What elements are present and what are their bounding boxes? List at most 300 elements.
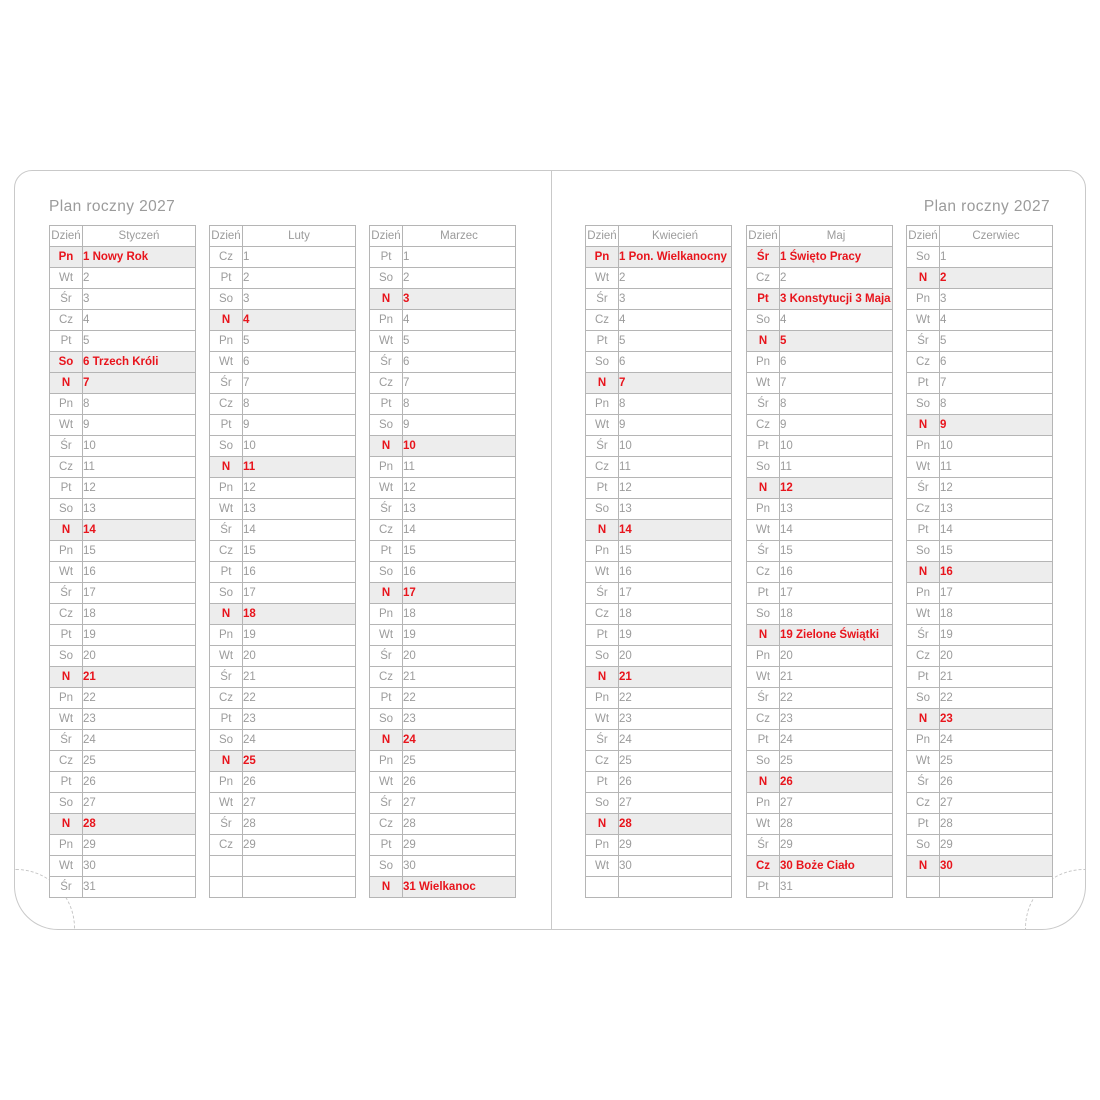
weekday-cell: N — [586, 520, 619, 541]
day-row — [747, 415, 893, 436]
day-row — [586, 520, 732, 541]
day-cell: 18 — [243, 604, 356, 625]
day-cell: 3 — [403, 289, 516, 310]
day-cell: 22 — [940, 688, 1053, 709]
day-cell: 27 — [780, 793, 893, 814]
day-row — [586, 814, 732, 835]
day-row — [907, 352, 1053, 373]
weekday-cell: Wt — [370, 625, 403, 646]
weekday-cell: So — [370, 268, 403, 289]
weekday-cell: Śr — [50, 877, 83, 898]
day-cell: 21 — [403, 667, 516, 688]
day-row — [210, 394, 356, 415]
month-table-3 — [369, 225, 516, 898]
weekday-cell: Śr — [50, 436, 83, 457]
day-row — [907, 331, 1053, 352]
weekday-cell: Cz — [370, 667, 403, 688]
weekday-cell: Śr — [370, 646, 403, 667]
weekday-cell: So — [747, 457, 780, 478]
day-row — [370, 751, 516, 772]
day-cell: 7 — [619, 373, 732, 394]
day-cell: 11 — [940, 457, 1053, 478]
day-cell: 15 — [403, 541, 516, 562]
weekday-cell: Śr — [370, 352, 403, 373]
day-row — [50, 709, 196, 730]
day-row — [747, 289, 893, 310]
weekday-cell: Cz — [370, 373, 403, 394]
day-cell: 4 — [940, 310, 1053, 331]
day-cell: 28 — [243, 814, 356, 835]
weekday-cell: Pn — [370, 751, 403, 772]
day-row — [370, 310, 516, 331]
day-row — [370, 772, 516, 793]
weekday-cell: Śr — [907, 772, 940, 793]
day-column-header: Dzień — [907, 226, 940, 247]
day-cell: 12 — [780, 478, 893, 499]
weekday-cell: N — [210, 310, 243, 331]
day-cell: 22 — [780, 688, 893, 709]
weekday-cell: Pn — [370, 457, 403, 478]
day-row — [747, 877, 893, 898]
empty-row — [907, 877, 1053, 898]
weekday-cell: Pt — [907, 814, 940, 835]
day-row — [586, 772, 732, 793]
weekday-cell: Wt — [210, 793, 243, 814]
weekday-cell: Cz — [370, 520, 403, 541]
day-row — [907, 394, 1053, 415]
day-row — [586, 604, 732, 625]
weekday-cell: Pt — [210, 562, 243, 583]
day-cell: 17 — [940, 583, 1053, 604]
weekday-cell: Pn — [50, 394, 83, 415]
day-cell: 19 — [940, 625, 1053, 646]
weekday-cell: Cz — [210, 835, 243, 856]
weekday-cell: Wt — [370, 478, 403, 499]
weekday-cell: Pn — [747, 499, 780, 520]
day-row — [370, 457, 516, 478]
day-row — [210, 289, 356, 310]
day-cell: 11 — [403, 457, 516, 478]
weekday-cell: Pt — [370, 541, 403, 562]
weekday-cell: Pn — [907, 289, 940, 310]
day-cell: 19 Zielone Świątki — [780, 625, 893, 646]
day-cell: 4 — [780, 310, 893, 331]
day-row — [747, 520, 893, 541]
day-cell: 13 — [780, 499, 893, 520]
day-cell: 16 — [83, 562, 196, 583]
weekday-cell: Śr — [747, 835, 780, 856]
day-row — [586, 541, 732, 562]
weekday-cell: N — [907, 562, 940, 583]
day-row — [370, 793, 516, 814]
day-cell: 11 — [780, 457, 893, 478]
day-row — [907, 730, 1053, 751]
day-cell: 2 — [780, 268, 893, 289]
day-cell: 3 Konstytucji 3 Maja — [780, 289, 893, 310]
weekday-cell: Pn — [50, 247, 83, 268]
weekday-cell: Pt — [210, 415, 243, 436]
weekday-cell: Śr — [747, 247, 780, 268]
day-cell: 15 — [940, 541, 1053, 562]
day-cell: 6 — [780, 352, 893, 373]
day-row — [50, 289, 196, 310]
day-row — [907, 751, 1053, 772]
weekday-cell: So — [50, 793, 83, 814]
weekday-cell: Pt — [907, 667, 940, 688]
weekday-cell: Wt — [586, 856, 619, 877]
day-row — [50, 877, 196, 898]
day-cell: 20 — [403, 646, 516, 667]
day-cell: 14 — [780, 520, 893, 541]
day-row — [370, 856, 516, 877]
month-header-row — [586, 226, 732, 247]
weekday-cell: Śr — [210, 373, 243, 394]
day-cell: 3 — [940, 289, 1053, 310]
day-row — [747, 247, 893, 268]
day-row — [370, 814, 516, 835]
weekday-cell: Śr — [907, 625, 940, 646]
day-row — [210, 373, 356, 394]
weekday-cell: Cz — [586, 457, 619, 478]
day-cell: 26 — [619, 772, 732, 793]
day-row — [210, 667, 356, 688]
day-cell: 26 — [403, 772, 516, 793]
day-row — [586, 835, 732, 856]
page-divider — [551, 171, 552, 929]
weekday-cell: Pt — [50, 478, 83, 499]
day-cell: 3 — [243, 289, 356, 310]
day-row — [586, 793, 732, 814]
day-row — [370, 541, 516, 562]
day-row — [50, 331, 196, 352]
day-cell: 10 — [403, 436, 516, 457]
weekday-cell: Wt — [747, 520, 780, 541]
weekday-cell: So — [370, 415, 403, 436]
weekday-cell: Cz — [370, 814, 403, 835]
day-cell: 29 — [243, 835, 356, 856]
weekday-cell: Cz — [586, 604, 619, 625]
day-cell: 13 — [243, 499, 356, 520]
day-cell: 4 — [243, 310, 356, 331]
day-row — [586, 415, 732, 436]
weekday-cell: So — [210, 730, 243, 751]
month-name-header: Czerwiec — [940, 226, 1053, 247]
day-row — [747, 856, 893, 877]
day-cell: 30 — [403, 856, 516, 877]
day-cell: 17 — [83, 583, 196, 604]
day-cell: 4 — [619, 310, 732, 331]
weekday-cell: Cz — [907, 793, 940, 814]
day-row — [370, 415, 516, 436]
day-cell: 26 — [83, 772, 196, 793]
day-row — [747, 835, 893, 856]
weekday-cell: Pt — [586, 625, 619, 646]
weekday-cell: Pn — [747, 352, 780, 373]
day-cell: 21 — [780, 667, 893, 688]
day-cell: 24 — [619, 730, 732, 751]
day-row — [50, 457, 196, 478]
weekday-cell: Pt — [586, 772, 619, 793]
day-cell: 20 — [780, 646, 893, 667]
month-header-row — [747, 226, 893, 247]
day-cell: 8 — [403, 394, 516, 415]
day-cell: 21 — [243, 667, 356, 688]
month-name-header: Luty — [243, 226, 356, 247]
day-cell: 23 — [940, 709, 1053, 730]
day-row — [50, 562, 196, 583]
weekday-cell: Wt — [50, 709, 83, 730]
weekday-cell: Pn — [586, 541, 619, 562]
day-row — [50, 415, 196, 436]
weekday-cell: Śr — [586, 436, 619, 457]
month-name-header: Marzec — [403, 226, 516, 247]
day-row — [210, 457, 356, 478]
weekday-cell: Pn — [586, 394, 619, 415]
weekday-cell: Śr — [586, 289, 619, 310]
weekday-cell: Pt — [907, 520, 940, 541]
weekday-cell: N — [370, 583, 403, 604]
day-cell: 14 — [243, 520, 356, 541]
day-row — [50, 646, 196, 667]
day-row — [747, 352, 893, 373]
day-cell: 30 — [619, 856, 732, 877]
weekday-cell: N — [370, 436, 403, 457]
day-row — [370, 499, 516, 520]
weekday-cell: N — [907, 709, 940, 730]
day-row — [210, 793, 356, 814]
day-cell: 27 — [403, 793, 516, 814]
day-cell: 5 — [619, 331, 732, 352]
weekday-cell: Pn — [586, 688, 619, 709]
weekday-cell: Cz — [907, 352, 940, 373]
day-row — [907, 310, 1053, 331]
day-row — [370, 625, 516, 646]
day-cell: 15 — [619, 541, 732, 562]
weekday-cell: Pn — [210, 772, 243, 793]
weekday-cell: Wt — [907, 604, 940, 625]
weekday-cell: Pt — [586, 331, 619, 352]
weekday-cell: Cz — [210, 541, 243, 562]
day-cell: 21 — [619, 667, 732, 688]
day-row — [907, 667, 1053, 688]
day-cell: 18 — [619, 604, 732, 625]
day-row — [50, 478, 196, 499]
weekday-cell: N — [586, 373, 619, 394]
weekday-cell: Pn — [907, 730, 940, 751]
weekday-cell: Pn — [50, 835, 83, 856]
weekday-cell: Pt — [747, 583, 780, 604]
weekday-cell: Śr — [370, 499, 403, 520]
day-row — [210, 751, 356, 772]
month-table-6 — [906, 225, 1053, 898]
weekday-cell: Wt — [586, 709, 619, 730]
weekday-cell: N — [747, 478, 780, 499]
weekday-cell: So — [370, 856, 403, 877]
weekday-cell: Śr — [907, 478, 940, 499]
day-cell: 7 — [403, 373, 516, 394]
day-cell: 26 — [243, 772, 356, 793]
day-cell: 23 — [243, 709, 356, 730]
month-header-row — [907, 226, 1053, 247]
weekday-cell: Cz — [50, 457, 83, 478]
day-cell: 12 — [619, 478, 732, 499]
day-cell: 18 — [83, 604, 196, 625]
day-cell: 27 — [940, 793, 1053, 814]
day-cell: 21 — [83, 667, 196, 688]
day-row — [907, 625, 1053, 646]
day-cell: 25 — [780, 751, 893, 772]
day-row — [747, 625, 893, 646]
day-cell: 22 — [83, 688, 196, 709]
day-row — [586, 751, 732, 772]
weekday-cell: Pt — [370, 247, 403, 268]
day-cell: 25 — [83, 751, 196, 772]
weekday-cell: So — [747, 604, 780, 625]
day-cell: 28 — [940, 814, 1053, 835]
weekday-cell: Cz — [747, 709, 780, 730]
day-cell: 10 — [83, 436, 196, 457]
day-cell: 13 — [940, 499, 1053, 520]
day-column-header: Dzień — [50, 226, 83, 247]
day-row — [747, 667, 893, 688]
day-row — [50, 373, 196, 394]
day-row — [586, 436, 732, 457]
day-row — [50, 730, 196, 751]
day-row — [907, 793, 1053, 814]
day-row — [907, 583, 1053, 604]
day-row — [370, 604, 516, 625]
day-row — [210, 520, 356, 541]
day-cell: 7 — [83, 373, 196, 394]
day-cell: 19 — [83, 625, 196, 646]
day-row — [370, 583, 516, 604]
weekday-cell — [210, 877, 243, 898]
weekday-cell: Śr — [747, 394, 780, 415]
day-cell: 28 — [619, 814, 732, 835]
day-cell: 10 — [619, 436, 732, 457]
weekday-cell: So — [210, 436, 243, 457]
day-row — [907, 709, 1053, 730]
day-cell: 16 — [780, 562, 893, 583]
day-cell: 6 — [619, 352, 732, 373]
weekday-cell: Wt — [586, 268, 619, 289]
day-cell: 15 — [83, 541, 196, 562]
day-cell: 20 — [83, 646, 196, 667]
day-row — [50, 751, 196, 772]
weekday-cell: N — [907, 856, 940, 877]
day-cell: 25 — [940, 751, 1053, 772]
day-row — [586, 625, 732, 646]
weekday-cell: Wt — [907, 457, 940, 478]
weekday-cell: Wt — [210, 352, 243, 373]
weekday-cell: N — [210, 751, 243, 772]
weekday-cell: So — [747, 751, 780, 772]
day-cell: 30 — [940, 856, 1053, 877]
day-cell: 12 — [940, 478, 1053, 499]
day-row — [907, 478, 1053, 499]
day-row — [50, 541, 196, 562]
day-row — [907, 814, 1053, 835]
day-cell: 12 — [243, 478, 356, 499]
weekday-cell: N — [50, 814, 83, 835]
day-row — [907, 772, 1053, 793]
day-row — [586, 730, 732, 751]
day-cell: 3 — [619, 289, 732, 310]
day-cell: 16 — [243, 562, 356, 583]
weekday-cell: Cz — [907, 646, 940, 667]
day-cell: 10 — [940, 436, 1053, 457]
day-cell: 8 — [780, 394, 893, 415]
weekday-cell: Pn — [210, 331, 243, 352]
day-row — [586, 562, 732, 583]
day-row — [586, 709, 732, 730]
weekday-cell: Pn — [50, 688, 83, 709]
day-cell: 16 — [619, 562, 732, 583]
day-cell: 2 — [940, 268, 1053, 289]
day-row — [586, 310, 732, 331]
day-row — [370, 268, 516, 289]
weekday-cell: N — [586, 667, 619, 688]
day-row — [50, 499, 196, 520]
day-cell: 17 — [243, 583, 356, 604]
day-row — [370, 373, 516, 394]
day-cell: 7 — [940, 373, 1053, 394]
day-row — [210, 499, 356, 520]
weekday-cell: Śr — [747, 541, 780, 562]
day-cell: 12 — [83, 478, 196, 499]
day-row — [210, 247, 356, 268]
day-row — [907, 436, 1053, 457]
day-cell — [619, 877, 732, 898]
day-cell: 2 — [619, 268, 732, 289]
weekday-cell: So — [747, 310, 780, 331]
day-row — [747, 394, 893, 415]
day-cell: 4 — [83, 310, 196, 331]
day-row — [370, 331, 516, 352]
weekday-cell: Śr — [370, 793, 403, 814]
day-row — [210, 835, 356, 856]
weekday-cell: Wt — [747, 814, 780, 835]
day-row — [907, 499, 1053, 520]
day-row — [586, 289, 732, 310]
month-header-row — [210, 226, 356, 247]
weekday-cell: So — [586, 499, 619, 520]
day-row — [907, 373, 1053, 394]
weekday-cell: Pt — [747, 730, 780, 751]
day-cell: 5 — [83, 331, 196, 352]
day-cell: 15 — [780, 541, 893, 562]
weekday-cell: N — [370, 289, 403, 310]
day-cell: 11 — [243, 457, 356, 478]
day-row — [586, 646, 732, 667]
month-name-header: Styczeń — [83, 226, 196, 247]
weekday-cell: Pn — [747, 646, 780, 667]
day-cell: 9 — [403, 415, 516, 436]
day-cell: 1 — [940, 247, 1053, 268]
month-name-header: Maj — [780, 226, 893, 247]
weekday-cell: Pt — [370, 394, 403, 415]
weekday-cell: Cz — [907, 499, 940, 520]
weekday-cell — [907, 877, 940, 898]
day-row — [747, 730, 893, 751]
day-cell: 25 — [619, 751, 732, 772]
day-cell: 23 — [403, 709, 516, 730]
day-cell: 19 — [619, 625, 732, 646]
day-row — [210, 814, 356, 835]
day-cell: 20 — [940, 646, 1053, 667]
day-cell: 17 — [403, 583, 516, 604]
day-cell: 27 — [619, 793, 732, 814]
